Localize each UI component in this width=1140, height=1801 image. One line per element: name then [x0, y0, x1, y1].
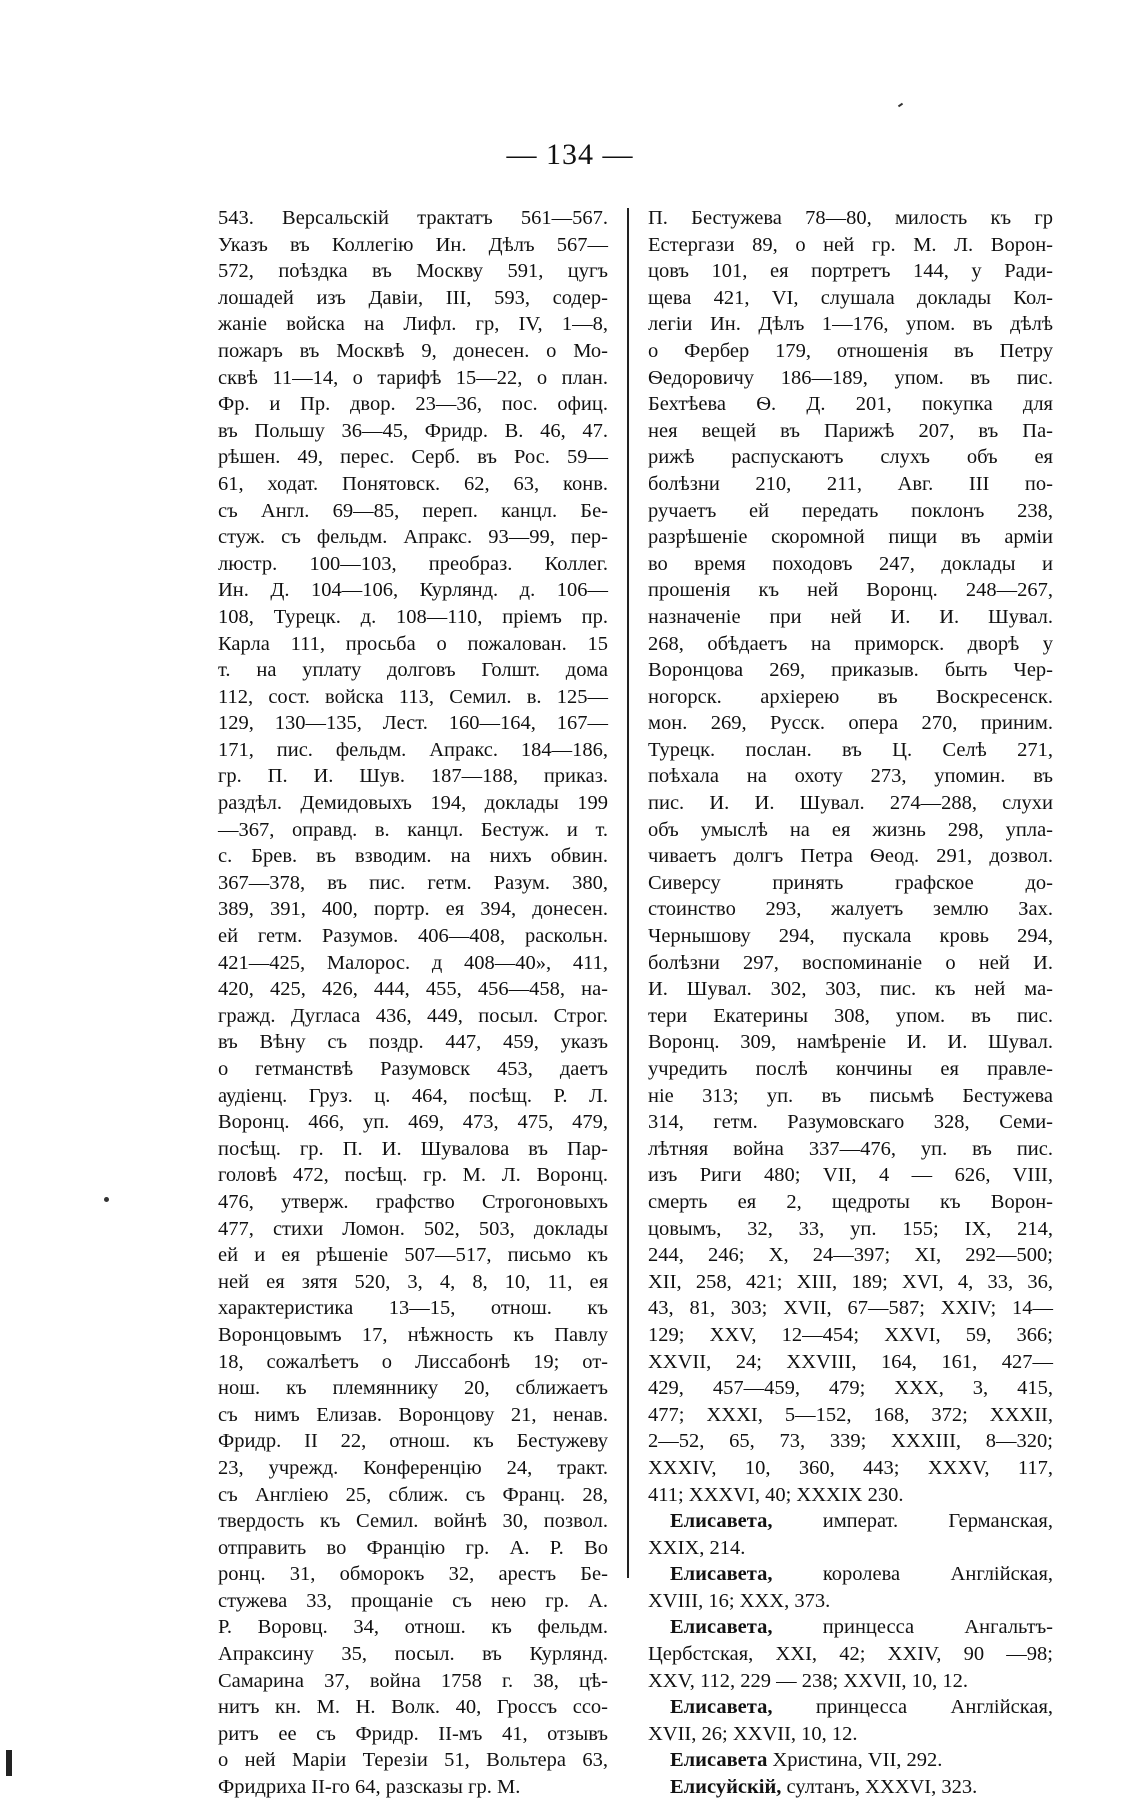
index-line: о гетманствѣ Разумовск 453, даетъ [218, 1058, 608, 1080]
index-line: 171, пис. фельдм. Апракс. 184—186, [218, 738, 608, 761]
entry-text: королева Англійская, [822, 1563, 1053, 1586]
index-line: аудіенц. Груз. ц. 464, посѣщ. Р. Л. [218, 1084, 608, 1107]
index-line: назначеніе при ней И. И. Шувал. [648, 605, 1053, 628]
entry-heading: Елисавета, [670, 1510, 773, 1533]
index-line: пис. И. И. Шувал. 274—288, слухи [648, 792, 1053, 815]
index-line: Воронцовымъ 17, нѣжность къ Павлу [218, 1323, 608, 1346]
index-line: стоинство 293, жалуетъ землю Зах. [648, 898, 1053, 921]
index-line: болѣзни 210, 211, Авг. III по- [648, 472, 1053, 495]
index-line: ручаетъ ей передать поклонъ 238, [648, 499, 1053, 522]
index-line: съ Англ. 69—85, переп. канцл. Бе- [218, 499, 608, 522]
index-line: 367—378, въ пис. гетм. Разум. 380, [218, 871, 608, 894]
index-line: учредить послѣ кончины ея правле- [648, 1058, 1053, 1080]
index-line: Самарина 37, война 1758 г. 38, цѣ- [218, 1669, 608, 1692]
index-line: Ѳедоровичу 186—189, упом. въ пис. [648, 366, 1053, 389]
index-line: гражд. Дугласа 436, 449, посыл. Строг. [218, 1004, 608, 1027]
index-line: 543. Версальскій трактатъ 561—567. [218, 207, 608, 229]
index-entry [648, 1694, 1053, 1721]
index-line: объ умыслѣ на ея жизнь 298, упла- [648, 818, 1053, 841]
index-line: 129; XXV, 12—454; XXVI, 59, 366; [648, 1323, 1053, 1346]
index-line: XXIX, 214. [648, 1536, 746, 1559]
index-line: И. Шувал. 302, 303, пис. къ ней ма- [648, 978, 1053, 1001]
entry-heading: Елисавета, [670, 1616, 773, 1639]
index-line: легіи Ин. Дѣлъ 1—176, упом. въ дѣлѣ [648, 313, 1053, 336]
entry-text: императ. Германская, [822, 1510, 1053, 1533]
index-line: Воронцова 269, приказыв. быть Чер- [648, 659, 1053, 682]
index-line: тери Екатерины 308, упом. въ пис. [648, 1004, 1053, 1027]
index-line: нитъ кн. М. Н. Волк. 40, Гроссъ ссо- [218, 1696, 608, 1719]
index-line: ей гетм. Разумов. 406—408, раскольн. [218, 925, 608, 948]
index-line: сквѣ 11—14, о тарифѣ 15—22, о план. [218, 366, 608, 389]
index-line: лѣтняя война 337—476, уп. въ пис. [648, 1137, 1053, 1160]
index-line: Сиверсу принять графское до- [648, 871, 1053, 894]
index-line: съ Англіею 25, сближ. съ Франц. 28, [218, 1483, 608, 1506]
index-line: 61, ходат. Понятовск. 62, 63, конв. [218, 472, 608, 495]
entry-text: султанъ, XXXVI, 323. [786, 1776, 978, 1799]
index-line: 244, 246; X, 24—397; XI, 292—500; [648, 1244, 1053, 1267]
index-line: жаніе войска на Лифл. гр, IV, 1—8, [218, 313, 608, 336]
index-line: изъ Риги 480; VII, 4 — 626, VIII, [648, 1164, 1053, 1187]
index-line: 411; XXXVI, 40; XXXIX 230. [648, 1483, 904, 1506]
index-line: ніе 313; уп. въ письмѣ Бестужева [648, 1084, 1053, 1107]
index-line: нош. къ племяннику 20, сближаетъ [218, 1377, 608, 1400]
index-line: нея вещей въ Парижѣ 207, въ Па- [648, 419, 1053, 442]
index-line: рижѣ распускаютъ слухъ объ ея [648, 446, 1053, 469]
index-line: 572, поѣздка въ Москву 591, цугъ [218, 260, 608, 283]
entry-heading: Елисуйскій, [670, 1776, 782, 1799]
index-line: ней ея зятя 520, 3, 4, 8, 10, 11, ея [218, 1270, 608, 1293]
entry-heading: Елисавета [670, 1749, 768, 1772]
index-line: Фридриха II-го 64, разсказы гр. М. [218, 1776, 521, 1799]
index-line: с. Брев. въ взводим. на нихъ обвин. [218, 845, 608, 868]
index-line: Турецк. послан. въ Ц. Селѣ 271, [648, 738, 1053, 761]
index-line: чиваетъ долгъ Петра Ѳеод. 291, дозвол. [648, 845, 1053, 868]
index-line: раздѣл. Демидовыхъ 194, доклады 199 [218, 792, 608, 815]
index-line: 314, гетм. Разумовскаго 328, Семи- [648, 1111, 1053, 1134]
index-line: щева 421, VI, слушала доклады Кол- [648, 286, 1053, 309]
index-line: XXV, 112, 229 — 238; XXVII, 10, 12. [648, 1669, 969, 1692]
scan-edge-mark [6, 1750, 12, 1776]
index-line: люстр. 100—103, преобраз. Коллег. [218, 552, 608, 575]
stray-mark [898, 103, 903, 108]
index-line: стуж. съ фельдм. Апракс. 93—99, пер- [218, 526, 608, 549]
index-line: стужева 33, прощаніе съ нею гр. А. [218, 1589, 608, 1612]
index-line: ронц. 31, обморокъ 32, арестъ Бе- [218, 1563, 608, 1586]
index-line: Воронц. 466, уп. 469, 473, 475, 479, [218, 1111, 608, 1134]
index-line: ногорск. архіерею въ Воскресенск. [648, 685, 1053, 708]
index-line: пожаръ въ Москвѣ 9, донесен. о Мо- [218, 339, 608, 362]
index-line: твердость къ Семил. войнѣ 30, позвол. [218, 1510, 608, 1533]
index-line: Естергази 89, о ней гр. М. Л. Ворон- [648, 233, 1053, 256]
index-line: 43, 81, 303; XVII, 67—587; XXIV; 14— [648, 1297, 1053, 1320]
index-entry [648, 1561, 1053, 1588]
index-line: Ин. Д. 104—106, Курлянд. д. 106— [218, 579, 608, 602]
index-line: Карла 111, просьба о пожалован. 15 [218, 632, 608, 655]
index-line: Воронц. 309, намѣреніе И. И. Шувал. [648, 1031, 1053, 1054]
index-line: 23, учрежд. Конференцію 24, тракт. [218, 1456, 608, 1479]
index-line: мон. 269, Русск. опера 270, приним. [648, 712, 1053, 735]
index-line: XVIII, 16; XXX, 373. [648, 1589, 831, 1612]
index-line: XVII, 26; XXVII, 10, 12. [648, 1722, 858, 1745]
index-entry [648, 1508, 1053, 1535]
index-line: XII, 258, 421; XIII, 189; XVI, 4, 33, 36, [648, 1270, 1053, 1293]
index-line: болѣзни 297, воспоминаніе о ней И. [648, 951, 1053, 974]
index-line: т. на уплату долговъ Голшт. дома [218, 659, 608, 682]
index-line: поѣхала на охоту 273, упомин. въ [648, 765, 1053, 788]
index-line: смерть ея 2, щедроты къ Ворон- [648, 1190, 1053, 1213]
entry-heading: Елисавета, [670, 1696, 773, 1719]
index-line: въ Польшу 36—45, Фридр. В. 46, 47. [218, 419, 608, 442]
index-line: 268, обѣдаетъ на приморск. дворѣ у [648, 632, 1053, 655]
index-line: цовымъ, 32, 33, уп. 155; IX, 214, [648, 1217, 1053, 1240]
index-line: П. Бестужева 78—80, милость къ гр [648, 207, 1053, 229]
index-line: отправить во Францію гр. А. Р. Во [218, 1536, 608, 1559]
column-divider [627, 208, 629, 1578]
index-line: характеристика 13—15, отнош. къ [218, 1297, 608, 1320]
index-line: 129, 130—135, Лест. 160—164, 167— [218, 712, 608, 735]
index-line: прошенія къ ней Воронц. 248—267, [648, 579, 1053, 602]
index-line: 421—425, Малорос. д 408—40», 411, [218, 951, 608, 974]
index-line: Цербстская, XXI, 42; XXIV, 90 —98; [648, 1643, 1053, 1666]
index-line: цовъ 101, ея портретъ 144, у Ради- [648, 260, 1053, 283]
index-line: ей и ея рѣшеніе 507—517, письмо къ [218, 1244, 608, 1267]
index-line: головѣ 472, посѣщ. гр. М. Л. Воронц. [218, 1164, 608, 1187]
index-line: 477; XXXI, 5—152, 168, 372; XXXII, [648, 1403, 1053, 1426]
index-line: XXXIV, 10, 360, 443; XXXV, 117, [648, 1456, 1053, 1479]
index-line: Фр. и Пр. двор. 23—36, пос. офиц. [218, 393, 608, 416]
index-line: разрѣшеніе скоромной пищи въ арміи [648, 526, 1053, 549]
index-entry [648, 1614, 1053, 1641]
index-line: 108, Турецк. д. 108—110, пріемъ пр. [218, 605, 608, 628]
index-line: о Фербер 179, отношенія въ Петру [648, 339, 1053, 362]
index-line: 389, 391, 400, портр. ея 394, донесен. [218, 898, 608, 921]
entry-text: принцесса Англійская, [815, 1696, 1053, 1719]
index-column-right [648, 205, 1053, 1801]
index-column-left [218, 205, 608, 1801]
index-line: 18, сожалѣетъ о Лиссабонѣ 19; от- [218, 1350, 608, 1373]
index-line: съ нимъ Елизав. Воронцову 21, ненав. [218, 1403, 608, 1426]
entry-text: Христина, VII, 292. [772, 1749, 943, 1772]
index-line: Р. Воровц. 34, отнош. къ фельдм. [218, 1616, 608, 1639]
entry-heading: Елисавета, [670, 1563, 773, 1586]
index-line: во время походовъ 247, доклады и [648, 552, 1053, 575]
index-line: XXVII, 24; XXVIII, 164, 161, 427— [648, 1350, 1053, 1373]
index-line: 476, утверж. графство Строгоновыхъ [218, 1190, 608, 1213]
index-line: —367, оправд. в. канцл. Бестуж. и т. [218, 818, 608, 841]
index-line: Бехтѣева Ѳ. Д. 201, покупка для [648, 393, 1053, 416]
index-entry [648, 1747, 1053, 1774]
index-line: 477, стихи Ломон. 502, 503, доклады [218, 1217, 608, 1240]
index-line: Апраксину 35, посыл. въ Курлянд. [218, 1643, 608, 1666]
index-line: 112, сост. войска 113, Семил. в. 125— [218, 685, 608, 708]
index-line: Фридр. II 22, отнош. къ Бестужеву [218, 1430, 608, 1453]
index-line: Указъ въ Коллегію Ин. Дѣлъ 567— [218, 233, 608, 256]
index-line: рѣшен. 49, перес. Серб. въ Рос. 59— [218, 446, 608, 469]
index-line: 429, 457—459, 479; XXX, 3, 415, [648, 1377, 1053, 1400]
index-line: въ Вѣну съ поздр. 447, 459, указъ [218, 1031, 608, 1054]
index-line: гр. П. И. Шув. 187—188, приказ. [218, 765, 608, 788]
index-line: 2—52, 65, 73, 339; XXXIII, 8—320; [648, 1430, 1053, 1453]
index-line: посѣщ. гр. П. И. Шувалова въ Пар- [218, 1137, 608, 1160]
stray-dot [104, 1197, 109, 1202]
index-line: лошадей изъ Давіи, III, 593, содер- [218, 286, 608, 309]
index-entry [648, 1774, 1053, 1801]
page-number: — 134 — [506, 138, 634, 171]
index-line: ритъ ее съ Фридр. II-мъ 41, отзывъ [218, 1722, 608, 1745]
index-line: о ней Маріи Терезіи 51, Вольтера 63, [218, 1749, 608, 1772]
entry-text: принцесса Ангальтъ- [822, 1616, 1054, 1639]
index-line: 420, 425, 426, 444, 455, 456—458, на- [218, 978, 608, 1001]
index-line: Чернышову 294, пускала кровь 294, [648, 925, 1053, 948]
